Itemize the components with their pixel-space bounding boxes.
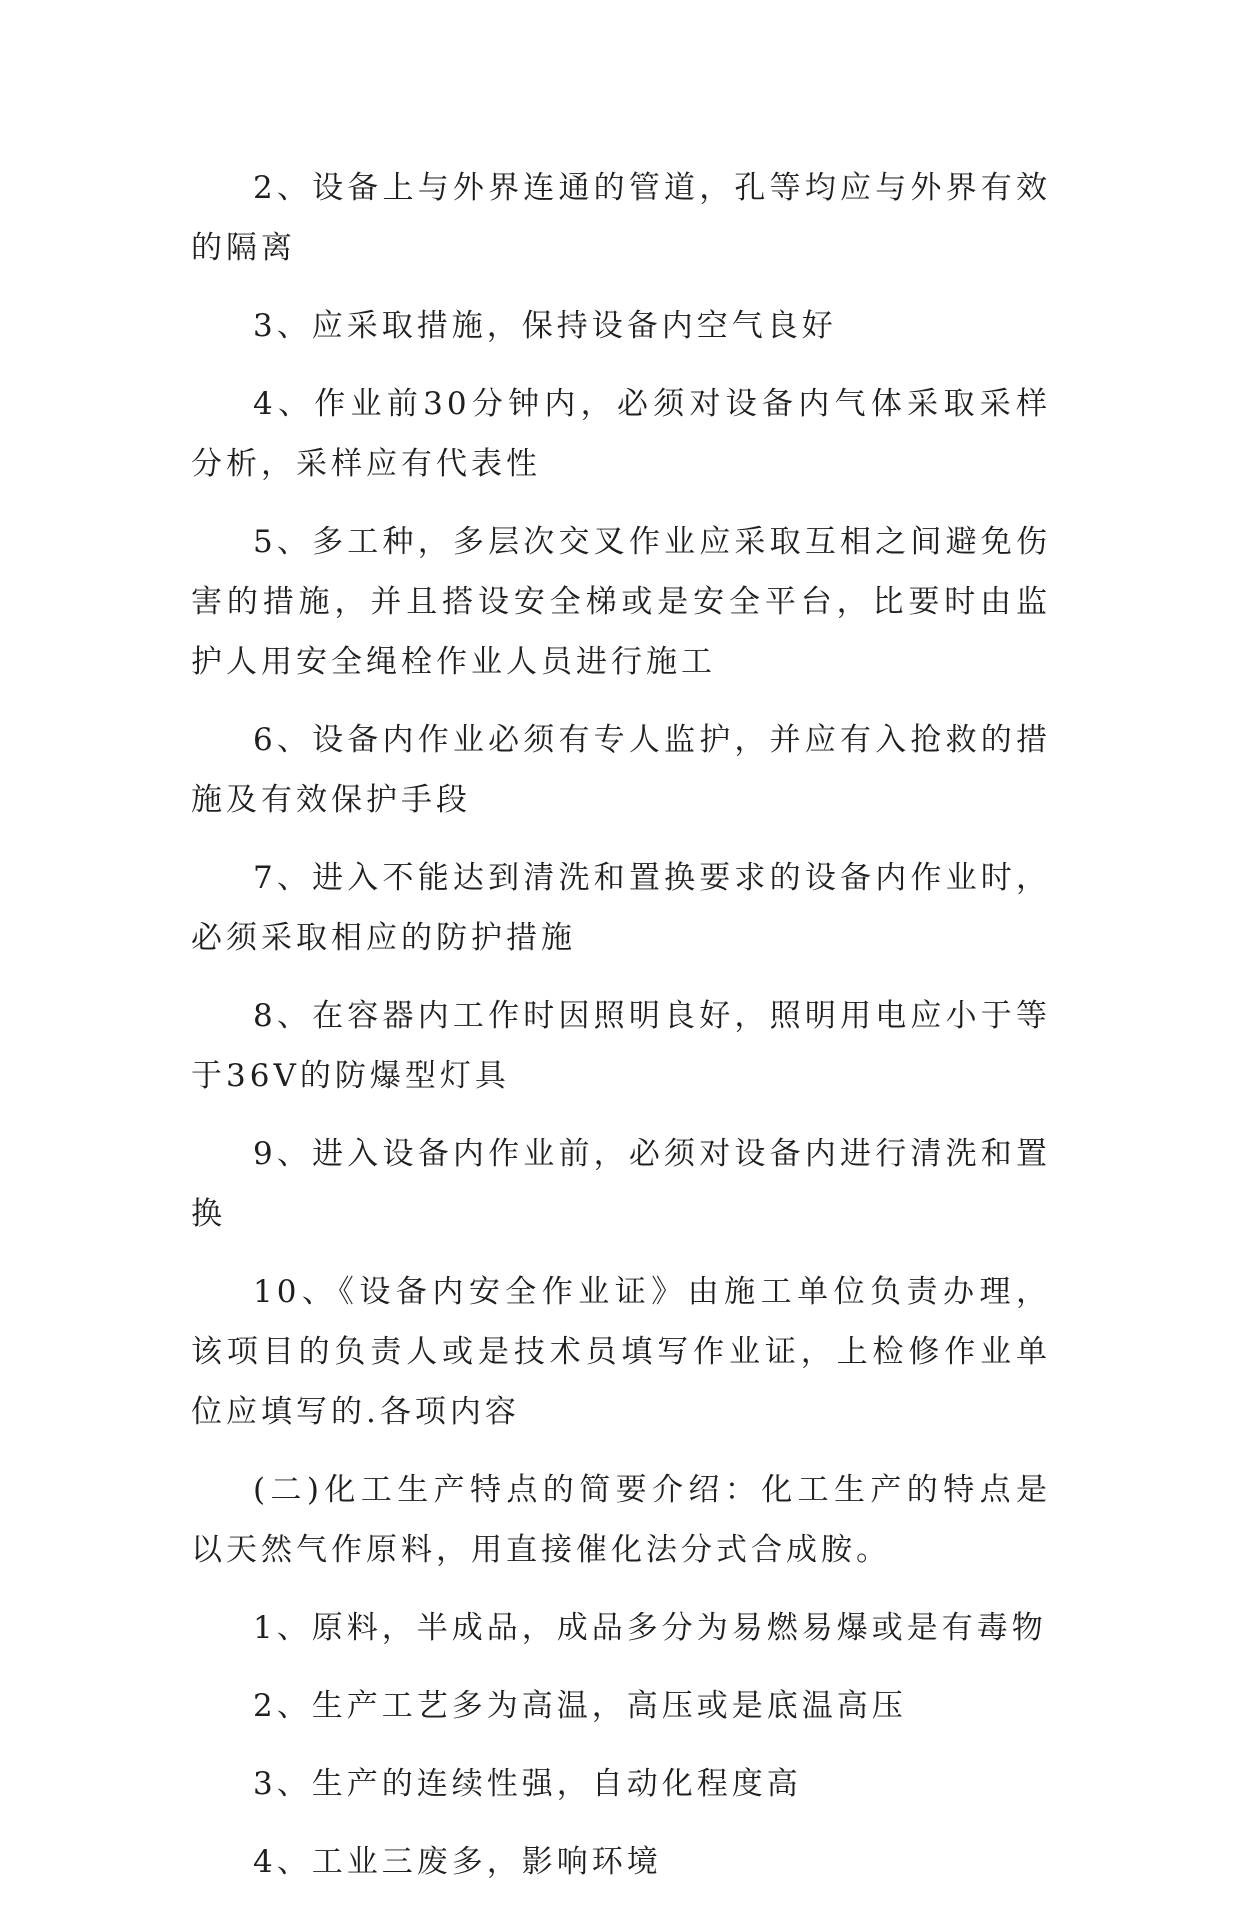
document-body: [191, 158, 1051, 1910]
paragraph: 9、进入设备内作业前，必须对设备内进行清洗和置换: [191, 1136, 1051, 1232]
paragraph: 2、生产工艺多为高温，高压或是底温高压: [253, 1688, 907, 1724]
paragraph: 5、多工种，多层次交叉作业应采取互相之间避免伤害的措施，并且搭设安全梯或是安全平台，比要时由监护人用安全绳栓作业人员进行施工: [191, 524, 1051, 680]
paragraph: 4、作业前30分钟内，必须对设备内气体采取采样分析，采样应有代表性: [191, 386, 1051, 482]
paragraph: 6、设备内作业必须有专人监护，并应有入抢救的措施及有效保护手段: [191, 722, 1051, 818]
paragraph: 3、生产的连续性强，自动化程度高: [253, 1766, 802, 1802]
paragraph: 10、《设备内安全作业证》由施工单位负责办理，该项目的负责人或是技术员填写作业证，上检修作业单位应填写的.各项内容: [191, 1274, 1051, 1430]
paragraph: (二)化工生产特点的简要介绍：化工生产的特点是以天然气作原料，用直接催化法分式合成胺。: [191, 1472, 1051, 1568]
paragraph: 7、进入不能达到清洗和置换要求的设备内作业时，必须采取相应的防护措施: [191, 860, 1051, 956]
paragraph: 2、设备上与外界连通的管道，孔等均应与外界有效的隔离: [191, 170, 1051, 266]
paragraph: 8、在容器内工作时因照明良好，照明用电应小于等于36V的防爆型灯具: [191, 998, 1051, 1094]
paragraph: 1、原料，半成品，成品多分为易燃易爆或是有毒物: [253, 1610, 1047, 1646]
paragraph: 4、工业三废多，影响环境: [253, 1844, 662, 1880]
paragraph: 3、应采取措施，保持设备内空气良好: [253, 308, 837, 344]
